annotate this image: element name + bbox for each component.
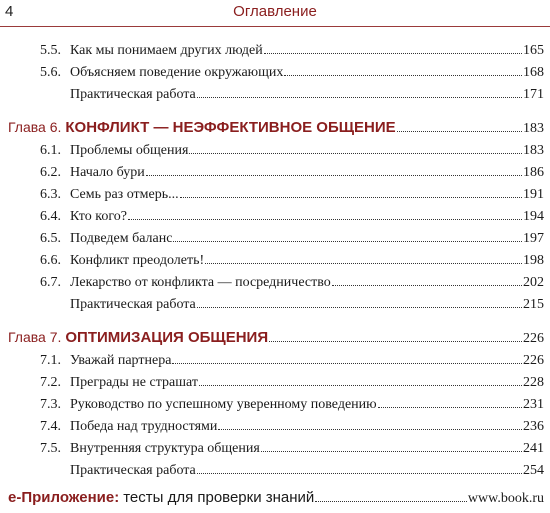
chapter-7-heading[interactable] [8,328,544,348]
entry-number: 7.3. [40,397,61,412]
toc-entry[interactable] [40,140,544,160]
dot-leader [199,372,522,386]
toc-entry[interactable] [40,40,544,60]
toc-entry-practice[interactable] [70,294,544,314]
dot-leader [146,162,522,176]
entry-page: 215 [523,297,544,312]
entry-title: Проблемы общения [70,143,189,158]
dot-leader [173,228,522,242]
toc-entry[interactable] [40,372,544,392]
entry-title: Лекарство от конфликта — посредничество [70,275,331,290]
entry-title: Руководство по успешному уверенному поведению [70,397,377,412]
entry-page: 168 [523,65,544,80]
toc-entry[interactable] [40,394,544,414]
entry-number: 6.6. [40,253,61,268]
entry-page: 197 [523,231,544,246]
entry-title: Как мы понимаем других людей [70,43,263,58]
dot-leader [197,294,522,308]
toc-entry[interactable] [40,162,544,182]
dot-leader [197,84,522,98]
entry-number: 6.1. [40,143,61,158]
entry-page: 198 [523,253,544,268]
dot-leader [261,438,522,452]
entry-page: 254 [523,463,544,478]
appendix-label: е-Приложение: [8,489,120,506]
dot-leader [218,416,522,430]
entry-title: Практическая работа [70,87,196,102]
entry-title: Внутренняя структура общения [70,441,260,456]
dot-leader [264,40,522,54]
chapter-label: Глава 7. [8,329,62,345]
entry-page: 171 [523,87,544,102]
appendix-link[interactable]: www.book.ru [467,491,544,506]
appendix-title: тесты для проверки знаний [123,489,315,506]
toc-entry[interactable] [40,62,544,82]
toc-entry[interactable] [40,184,544,204]
entry-page: 228 [523,375,544,390]
entry-title: Подведем баланс [70,231,173,246]
entry-page: 165 [523,43,544,58]
entry-number: 7.5. [40,441,61,456]
entry-page: 183 [523,143,544,158]
toc-entry[interactable] [40,250,544,270]
dot-leader [269,328,522,342]
dot-leader [189,140,522,154]
entry-page: 186 [523,165,544,180]
dot-leader [172,350,522,364]
entry-page: 226 [523,353,544,368]
chapter-title: ОПТИМИЗАЦИЯ ОБЩЕНИЯ [65,329,269,346]
entry-number: 7.4. [40,419,61,434]
entry-title: Уважай партнера [70,353,172,368]
entry-title: Семь раз отмерь... [70,187,179,202]
dot-leader [284,62,522,76]
dot-leader [397,118,522,132]
chapter-label: Глава 6. [8,119,62,135]
entry-number: 5.6. [40,65,61,80]
appendix-entry[interactable] [8,488,544,508]
entry-title: Победа над трудностями [70,419,218,434]
entry-title: Практическая работа [70,297,196,312]
dot-leader [205,250,522,264]
dot-leader [128,206,522,220]
entry-title: Практическая работа [70,463,196,478]
running-title: Оглавление [233,3,317,20]
entry-title: Начало бури [70,165,145,180]
entry-page: 231 [523,397,544,412]
entry-page: 236 [523,419,544,434]
toc-entry-practice[interactable] [70,460,544,480]
entry-number: 6.5. [40,231,61,246]
entry-title: Преграды не страшат [70,375,198,390]
toc-entry-practice[interactable] [70,84,544,104]
dot-leader [315,488,467,502]
entry-page: 241 [523,441,544,456]
chapter-page: 226 [523,331,544,346]
entry-page: 191 [523,187,544,202]
entry-number: 6.7. [40,275,61,290]
dot-leader [378,394,522,408]
page-header [0,0,550,27]
chapter-title: КОНФЛИКТ — НЕЭФФЕКТИВНОЕ ОБЩЕНИЕ [65,119,396,136]
entry-title: Конфликт преодолеть! [70,253,205,268]
toc-entry[interactable] [40,272,544,292]
chapter-6-heading[interactable] [8,118,544,138]
entry-title: Объясняем поведение окружающих [70,65,284,80]
entry-page: 202 [523,275,544,290]
dot-leader [197,460,522,474]
toc-entry[interactable] [40,228,544,248]
entry-number: 7.2. [40,375,61,390]
entry-number: 5.5. [40,43,61,58]
entry-number: 6.3. [40,187,61,202]
entry-number: 7.1. [40,353,61,368]
toc-entry[interactable] [40,350,544,370]
entry-number: 6.2. [40,165,61,180]
page-number: 4 [5,3,14,20]
dot-leader [332,272,522,286]
dot-leader [180,184,522,198]
entry-title: Кто кого? [70,209,127,224]
toc-entry[interactable] [40,206,544,226]
chapter-page: 183 [523,121,544,136]
toc-entry[interactable] [40,438,544,458]
toc-entry[interactable] [40,416,544,436]
entry-number: 6.4. [40,209,61,224]
entry-page: 194 [523,209,544,224]
